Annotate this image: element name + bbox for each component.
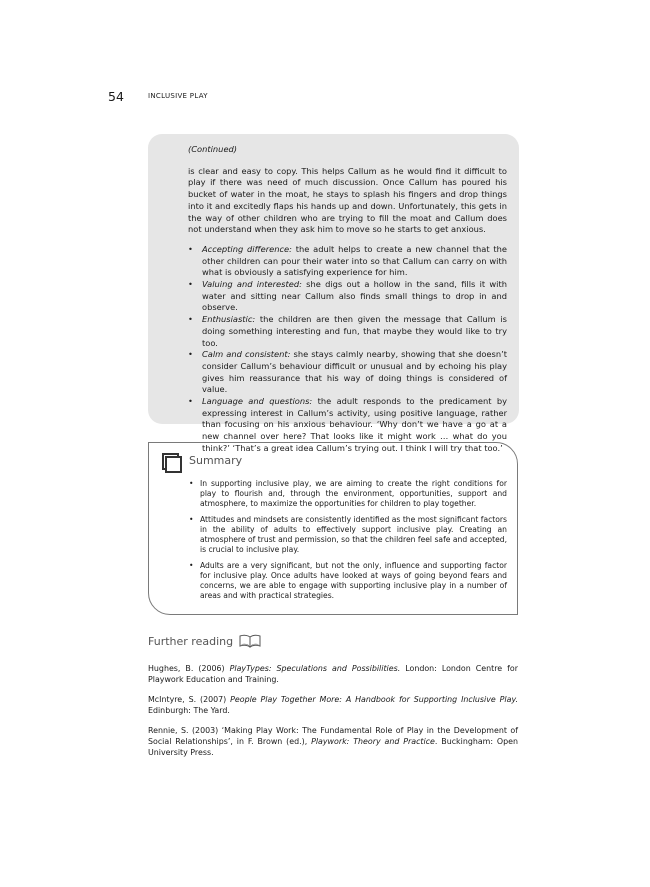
reference-list bbox=[148, 663, 518, 767]
summary-item: • Attitudes and mindsets are consistently identified as the most significant factors in the ability of adults to effectively support inclusive play. Creating an atmosphere of trust and permission, so that the children feel safe and accepted, is crucial to inclusive play. bbox=[189, 515, 507, 555]
bullet-term: Accepting difference: bbox=[202, 243, 292, 254]
summary-box bbox=[148, 442, 518, 615]
reference-title: People Play Together More: A Handbook for Supporting Inclusive Play. bbox=[230, 695, 519, 704]
summary-item: • In supporting inclusive play, we are aiming to create the right conditions for play to flourish and, through the environment, opportunities, support and atmosphere, to maximize the opportunities for children to play together. bbox=[189, 479, 507, 509]
further-reading-heading bbox=[148, 634, 261, 648]
further-reading-title: Further reading bbox=[148, 634, 234, 648]
reference-entry bbox=[148, 663, 518, 685]
summary-title: Summary bbox=[189, 454, 243, 467]
case-study-paragraph: is clear and easy to copy. This helps Callum as he would find it difficult to play if there was need of much discussion. Once Callum has poured his bucket of water in the moat, he stays to splash his fingers and drop things into it and excitedly flaps his hands up and down. Unfortunately, this gets in the way of other children who are trying to fill the moat and Callum does not understand when they ask him to move so he starts to get anxious. bbox=[188, 165, 507, 235]
case-study-bullet bbox=[188, 279, 507, 314]
case-study-box bbox=[148, 134, 519, 453]
summary-list bbox=[189, 479, 507, 607]
bullet-text: the adult helps to create a new channel that the other children can pour their water into so that Callum can carry on with what is obviously a satisfying experience for him. bbox=[202, 243, 507, 278]
case-study-bullet bbox=[188, 314, 507, 349]
case-study-bullet-list bbox=[188, 244, 507, 455]
bullet-term: Valuing and interested: bbox=[202, 279, 302, 290]
bullet-text: the adult responds to the predicament by expressing interest in Callum’s activity, using positive language, rather than focusing on his anxious behaviour. ‘Why don’t we have a go at a new channel over here? That looks like it might work … what do you think?’ ‘That’s a great idea Callum’s trying out. I think I will try that too.’ bbox=[202, 396, 507, 453]
bullet-term: Enthusiastic: bbox=[202, 314, 256, 325]
reference-publisher: . Buckingham: Open University Press. bbox=[148, 737, 518, 757]
reference-publisher: London: London Centre for Playwork Education and Training. bbox=[148, 664, 519, 684]
case-study-bullet bbox=[188, 349, 507, 396]
bullet-term: Calm and consistent: bbox=[202, 349, 291, 360]
running-title: INCLUSIVE PLAY bbox=[148, 92, 208, 100]
bullet-term: Language and questions: bbox=[202, 396, 313, 407]
bullet-text: she digs out a hollow in the sand, fills it with water and sitting near Callum also finds small things to drop in and observe. bbox=[202, 279, 508, 313]
summary-item: • Adults are a very significant, but not the only, influence and supporting factor for inclusive play. Once adults have looked at ways of going beyond fears and concerns, we are able to engage with supporting inclusive play in a number of areas and with practical strategies. bbox=[189, 561, 507, 601]
reference-entry bbox=[148, 725, 518, 758]
page-number: 54 bbox=[108, 89, 124, 104]
reference-title: Playwork: Theory and Practice bbox=[311, 737, 435, 746]
open-book-icon bbox=[239, 634, 261, 648]
reference-title: PlayTypes: Speculations and Possibilities. bbox=[229, 664, 401, 673]
bullet-text: she stays calmly nearby, showing that she doesn’t consider Callum’s behaviour difficult or unusual and by echoing his play gives him reassurance that his way of doing things is considered of value. bbox=[202, 349, 507, 395]
reference-author: Hughes, B. (2006) bbox=[148, 664, 230, 673]
reference-author: McIntyre, S. (2007) bbox=[148, 695, 231, 704]
reference-publisher: Edinburgh: The Yard. bbox=[148, 706, 230, 715]
continued-label: (Continued) bbox=[188, 144, 238, 154]
case-study-bullet bbox=[188, 244, 507, 279]
reference-entry bbox=[148, 694, 518, 716]
bullet-text: the children are then given the message that Callum is doing something interesting and fun, that maybe they would like to try too. bbox=[202, 314, 507, 348]
stacked-squares-icon bbox=[162, 453, 180, 471]
reference-author: Rennie, S. (2003) ‘Making Play Work: The Fundamental Role of Play in the Development of Social Relationships’, in F. Brown (ed.), bbox=[148, 726, 518, 746]
